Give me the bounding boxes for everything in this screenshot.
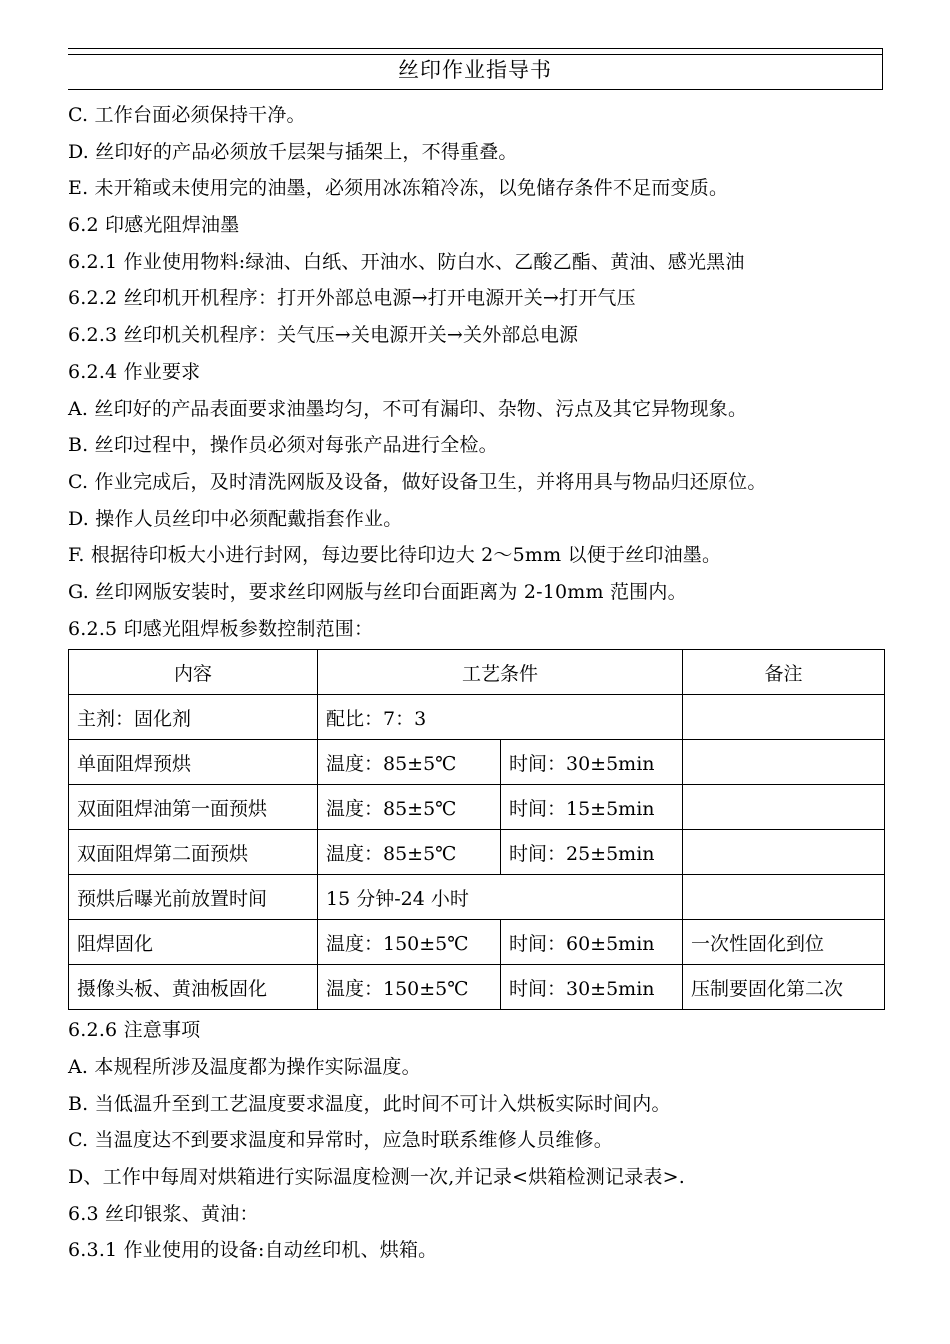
requirement-c: C. 作业完成后，及时清洗网版及设备，做好设备卫生，并将用具与物品归还原位。 [68,470,767,493]
row-content: 摄像头板、黄油板固化 [69,965,318,1010]
document-header [68,48,883,90]
row-remark: 一次性固化到位 [683,920,885,965]
header-conditions: 工艺条件 [318,650,683,695]
table-row [69,875,885,920]
row-temperature: 温度：85±5℃ [318,740,501,785]
row-time: 时间：30±5min [501,965,683,1010]
caution-a: A. 本规程所涉及温度都为操作实际温度。 [68,1056,421,1078]
note-c-clean-table: C. 工作台面必须保持干净。 [68,104,306,126]
row-remark [683,785,885,830]
requirement-f: F. 根据待印板大小进行封网，每边要比待印边大 2～5mm 以便于丝印油墨。 [68,544,722,567]
row-time: 时间：25±5min [501,830,683,875]
document-title: 丝印作业指导书 [398,58,552,82]
row-content: 阻焊固化 [69,920,318,965]
requirement-a: A. 丝印好的产品表面要求油墨均匀，不可有漏印、杂物、污点及其它异物现象。 [68,397,748,420]
row-remark [683,830,885,875]
table-row [69,695,885,740]
row-condition: 15 分钟-24 小时 [318,875,683,920]
row-time: 时间：15±5min [501,785,683,830]
header-remarks: 备注 [683,650,885,695]
row-content: 主剂：固化剂 [69,695,318,740]
row-remark [683,740,885,785]
section-6-2-3-shutdown: 6.2.3 丝印机关机程序：关气压→关电源开关→关外部总电源 [68,324,579,347]
section-6-2-4-heading: 6.2.4 作业要求 [68,360,201,383]
row-condition: 配比：7：3 [318,695,683,740]
row-content: 双面阻焊第二面预烘 [69,830,318,875]
row-content: 单面阻焊预烘 [69,740,318,785]
row-remark [683,875,885,920]
caution-b: B. 当低温升至到工艺温度要求温度，此时间不可计入烘板实际时间内。 [68,1092,671,1115]
requirement-b: B. 丝印过程中，操作员必须对每张产品进行全检。 [68,434,498,457]
section-6-2-6-heading: 6.2.6 注意事项 [68,1019,201,1042]
table-row [69,965,885,1010]
note-d-rack-storage: D. 丝印好的产品必须放千层架与插架上，不得重叠。 [68,140,518,163]
parameter-table [68,649,885,1010]
requirement-g: G. 丝印网版安装时，要求丝印网版与丝印台面距离为 2-10mm 范围内。 [68,580,687,603]
section-6-2-2-startup: 6.2.2 丝印机开机程序：打开外部总电源→打开电源开关→打开气压 [68,287,636,310]
section-6-3-1-equipment: 6.3.1 作业使用的设备:自动丝印机、烘箱。 [68,1239,438,1262]
header-content: 内容 [69,650,318,695]
row-content: 双面阻焊油第一面预烘 [69,785,318,830]
row-temperature: 温度：150±5℃ [318,965,501,1010]
section-6-2-1-materials: 6.2.1 作业使用物料:绿油、白纸、开油水、防白水、乙酸乙酯、黄油、感光黑油 [68,250,745,273]
caution-c: C. 当温度达不到要求温度和异常时，应急时联系维修人员维修。 [68,1129,613,1152]
row-temperature: 温度：85±5℃ [318,830,501,875]
table-row [69,740,885,785]
section-6-2-5-heading: 6.2.5 印感光阻焊板参数控制范围： [68,617,374,640]
caution-d: D、工作中每周对烘箱进行实际温度检测一次,并记录<烘箱检测记录表>. [68,1166,685,1189]
document-body [68,97,883,1269]
table-row [69,920,885,965]
row-remark [683,695,885,740]
row-time: 时间：30±5min [501,740,683,785]
section-6-3-heading: 6.3 丝印银浆、黄油： [68,1202,259,1225]
row-content: 预烘后曝光前放置时间 [69,875,318,920]
table-row [69,785,885,830]
row-remark: 压制要固化第二次 [683,965,885,1010]
note-e-ink-freezing: E. 未开箱或未使用完的油墨，必须用冰冻箱冷冻，以免储存条件不足而变质。 [68,177,729,200]
table-header-row [69,650,885,695]
row-temperature: 温度：85±5℃ [318,785,501,830]
row-temperature: 温度：150±5℃ [318,920,501,965]
section-6-2-heading: 6.2 印感光阻焊油墨 [68,214,240,237]
row-time: 时间：60±5min [501,920,683,965]
requirement-d: D. 操作人员丝印中必须配戴指套作业。 [68,507,403,530]
table-row [69,830,885,875]
